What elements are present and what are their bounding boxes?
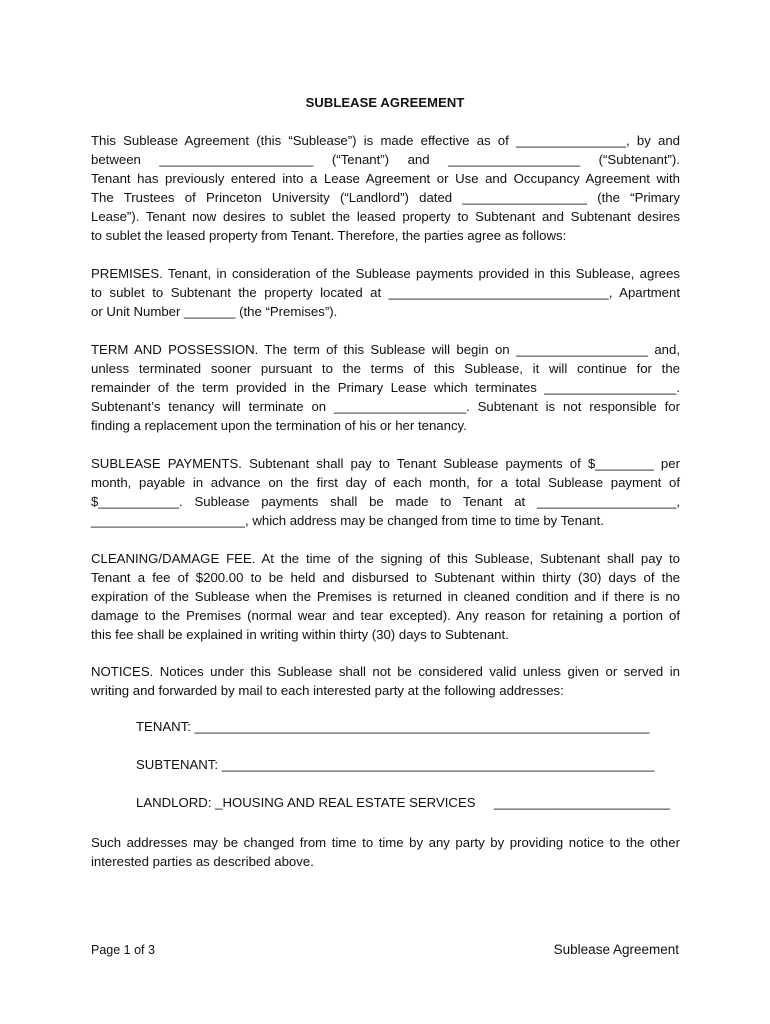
- closing-line: interested parties as described above.: [91, 854, 314, 869]
- premises-paragraph: [91, 264, 680, 321]
- premises-line: or Unit Number _______ (the “Premises”).: [91, 304, 338, 319]
- cleaning-line: this fee shall be explained in writing within thirty (30) days to Subtenant.: [91, 627, 509, 642]
- footer-document-name: Sublease Agreement: [553, 942, 679, 957]
- intro-line: The Trustees of Princeton University (“Landlord”) dated _________________ (the “Primary: [91, 190, 680, 205]
- payments-paragraph: [91, 454, 680, 530]
- notices-line: NOTICES. Notices under this Sublease shall not be considered valid unless given or served in: [91, 664, 680, 679]
- closing-line: Such addresses may be changed from time to time by any party by providing notice to the other: [91, 835, 680, 850]
- intro-line: between _____________________ (“Tenant”) and __________________ (“Subtenant”).: [91, 152, 680, 167]
- term-line: remainder of the term provided in the Primary Lease which terminates __________________.: [91, 380, 680, 395]
- term-paragraph: [91, 340, 680, 435]
- cleaning-line: expiration of the Sublease when the Premises is returned in cleaned condition and if there is no: [91, 589, 680, 604]
- cleaning-line: CLEANING/DAMAGE FEE. At the time of the signing of this Sublease, Subtenant shall pay to: [91, 551, 680, 566]
- intro-line: This Sublease Agreement (this “Sublease”) is made effective as of _______________, by and: [91, 133, 680, 148]
- intro-paragraph: [91, 131, 680, 245]
- payments-line: $___________. Sublease payments shall be made to Tenant at ___________________,: [91, 494, 680, 509]
- notices-paragraph: [91, 662, 680, 700]
- cleaning-line: Tenant a fee of $200.00 to be held and disbursed to Subtenant within thirty (30) days of the: [91, 570, 680, 585]
- intro-line: to sublet the leased property from Tenant. Therefore, the parties agree as follows:: [91, 228, 567, 243]
- payments-line: _____________________, which address may be changed from time to time by Tenant.: [91, 513, 604, 528]
- premises-line: to sublet to Subtenant the property located at ______________________________, Apartment: [91, 285, 680, 300]
- landlord-address-field: LANDLORD: _HOUSING AND REAL ESTATE SERVICES ________________________: [136, 795, 670, 810]
- cleaning-paragraph: [91, 549, 680, 644]
- payments-line: month, payable in advance on the first day of each month, for a total Sublease payment of: [91, 475, 680, 490]
- intro-line: Lease”). Tenant now desires to sublet the leased property to Subtenant and Subtenant desires: [91, 209, 680, 224]
- term-line: unless terminated sooner pursuant to the terms of this Sublease, it will continue for the: [91, 361, 680, 376]
- document-title: SUBLEASE AGREEMENT: [305, 95, 465, 110]
- cleaning-line: damage to the Premises (normal wear and tear excepted). Any reason for retaining a portion of: [91, 608, 680, 623]
- page-number: Page 1 of 3: [91, 943, 155, 957]
- notices-line: writing and forwarded by mail to each interested party at the following addresses:: [91, 683, 564, 698]
- term-line: TERM AND POSSESSION. The term of this Sublease will begin on __________________ and,: [91, 342, 680, 357]
- premises-line: PREMISES. Tenant, in consideration of the Sublease payments provided in this Sublease, agrees: [91, 266, 680, 281]
- closing-paragraph: [91, 833, 680, 871]
- term-line: finding a replacement upon the termination of his or her tenancy.: [91, 418, 467, 433]
- tenant-address-field: TENANT: ______________________________________________________________: [136, 719, 650, 734]
- subtenant-address-field: SUBTENANT: ___________________________________________________________: [136, 757, 655, 772]
- payments-line: SUBLEASE PAYMENTS. Subtenant shall pay to Tenant Sublease payments of $________ per: [91, 456, 680, 471]
- term-line: Subtenant’s tenancy will terminate on __________________. Subtenant is not responsible for: [91, 399, 680, 414]
- intro-line: Tenant has previously entered into a Lease Agreement or Use and Occupancy Agreement with: [91, 171, 680, 186]
